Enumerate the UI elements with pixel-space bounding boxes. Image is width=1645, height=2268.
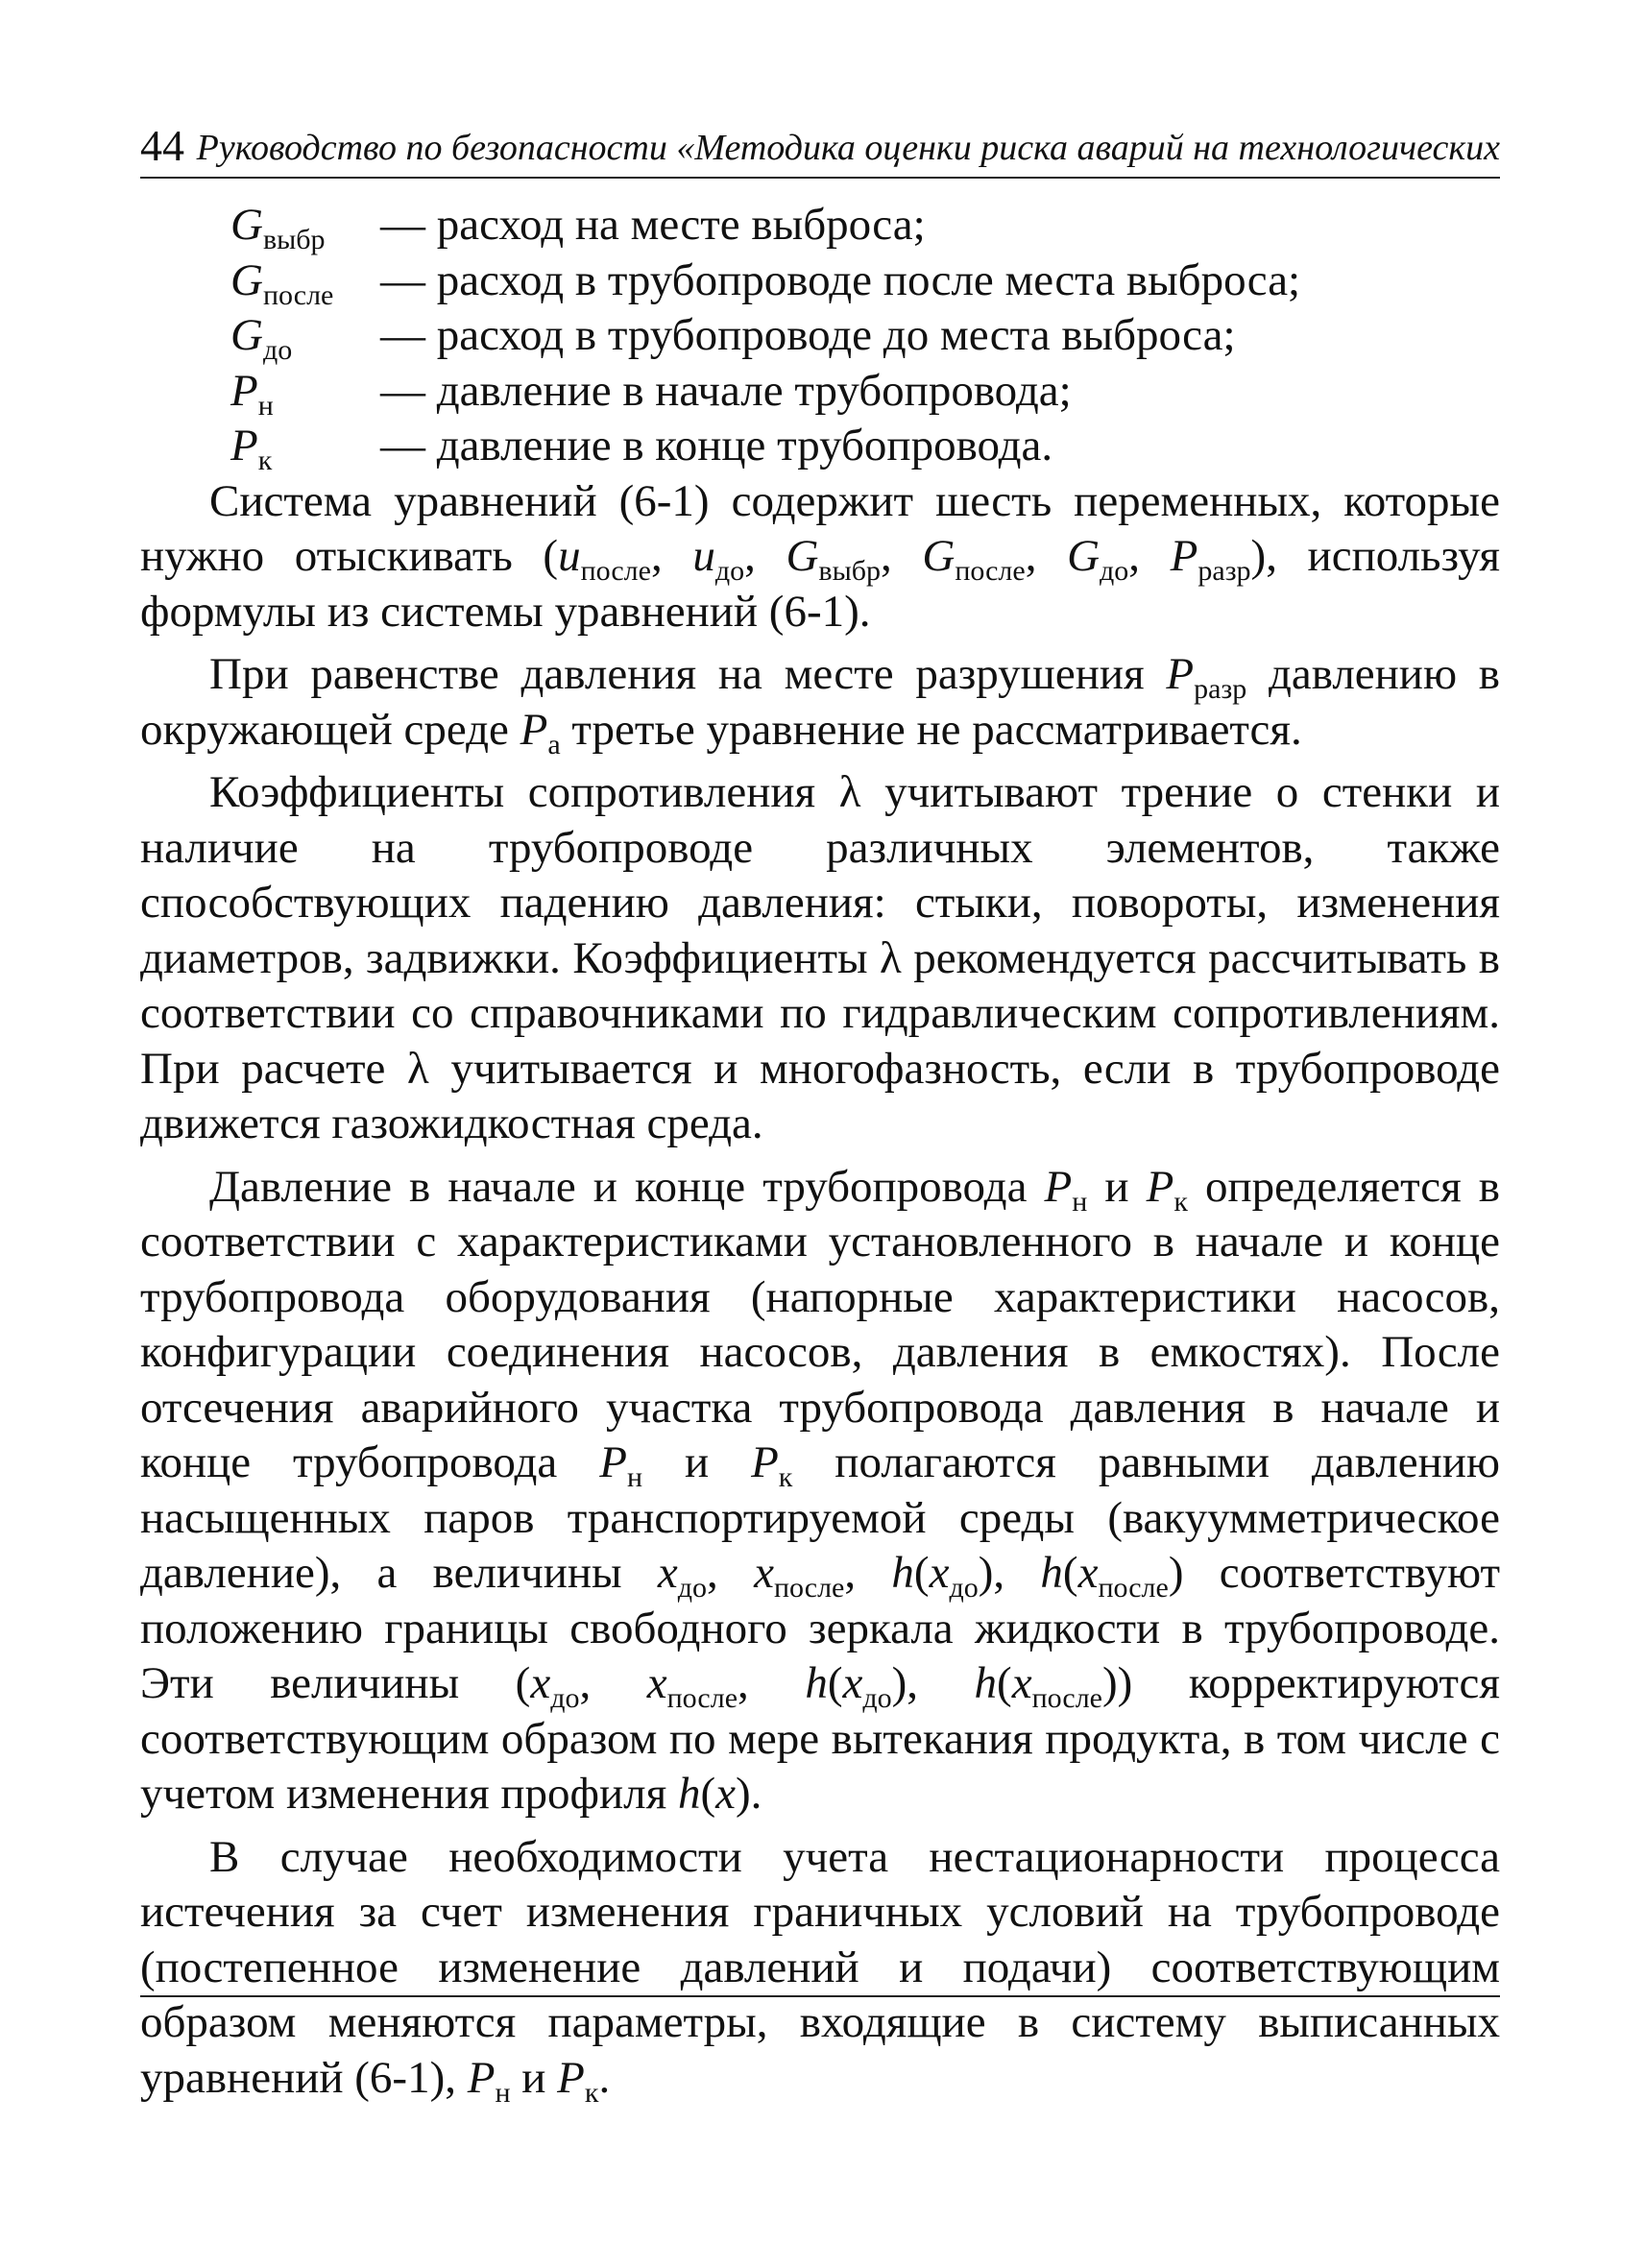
symbol (230, 253, 380, 309)
symbol-definitions (230, 198, 1500, 474)
separator: ). (735, 1769, 762, 1819)
text-run: соответствуют положению границы свободного зеркала жидкости в трубопроводе. Эти величины ( (140, 1548, 1500, 1708)
symbol-letter: G (230, 310, 263, 360)
text-run: При равенстве давления на месте разрушения (209, 649, 1167, 699)
variable: h (974, 1658, 998, 1708)
separator: ( (827, 1658, 843, 1708)
variable: G (786, 531, 819, 581)
symbol (230, 419, 380, 474)
separator: и (1087, 1161, 1147, 1212)
paragraph-pipeline-pressure (140, 1160, 1500, 1822)
separator: , (844, 1548, 892, 1598)
definition-item (230, 364, 1500, 420)
symbol-subscript: к (257, 445, 273, 476)
variable: x (530, 1658, 551, 1708)
subscript: н (1072, 1185, 1088, 1218)
text-run: определяется в соответствии с характеристиками установленного в начале и конце трубопровода оборудования (напорные характеристики насосов, конфигурации соединения насосов, давления в емкостях). После отсечения аварийного участка трубопровода давления в начале и конце трубопровода (140, 1161, 1500, 1487)
variable: P (599, 1437, 627, 1487)
symbol-subscript: после (262, 278, 334, 311)
separator: , (744, 531, 786, 581)
subscript: к (778, 1461, 793, 1493)
subscript: после (1098, 1572, 1169, 1604)
paragraph-resistance-coefficients: Коэффициенты сопротивления λ учитывают трение о стенки и наличие на трубопроводе различных элементов, также способствующих падению давления: стыки, повороты, изменения диаметров, задвижки. Коэффициенты λ рекомендуется рассчитывать в соответствии со справочниками по гидравлическим сопротивлениям. При расчете λ учитывается и многофазность, если в трубопроводе движется газожидкостная среда. (140, 767, 1500, 1148)
variable: P (557, 2052, 585, 2103)
subscript: к (584, 2076, 599, 2109)
definition-text: — давление в начале трубопровода; (380, 365, 1072, 416)
text-run: Система уравнений (6-1) содержит шесть переменных, которые нужно отыскивать ( (140, 475, 1500, 581)
separator: ( (913, 1548, 930, 1598)
subscript: до (677, 1572, 708, 1604)
subscript: до (550, 1682, 580, 1714)
definition-item (230, 253, 1500, 309)
separator: , (579, 1658, 647, 1708)
subscript: н (495, 2076, 511, 2109)
symbol-letter: G (230, 254, 263, 305)
variable: h (1040, 1548, 1063, 1598)
variable: P (1166, 649, 1195, 699)
variable: x (754, 1548, 774, 1598)
paragraph-variables (140, 474, 1500, 640)
subscript: н (626, 1461, 643, 1493)
variable: P (1170, 531, 1198, 581)
definition-item (230, 308, 1500, 364)
text-run: полагаются равными давлению насыщенных паров транспортируемой среды (вакуумметрическое давление), а величины (140, 1437, 1501, 1598)
text-run: третье уравнение не рассматривается. (560, 704, 1302, 755)
separator: и (642, 1437, 752, 1487)
variable: G (1067, 531, 1101, 581)
subscript: после (1031, 1682, 1102, 1714)
symbol-letter: P (230, 421, 258, 470)
variable: P (1044, 1161, 1073, 1212)
variable: G (922, 531, 956, 581)
symbol-subscript: н (257, 389, 274, 422)
symbol-letter: P (230, 365, 258, 416)
bottom-rule (140, 1995, 1500, 1997)
variable: x (657, 1548, 678, 1598)
symbol (230, 198, 380, 253)
definition-item (230, 419, 1500, 474)
variable: P (467, 2052, 496, 2103)
subscript: до (714, 555, 745, 587)
variable: P (1146, 1161, 1174, 1212)
variable: x (929, 1548, 950, 1598)
subscript: после (580, 555, 651, 587)
paragraph-nonstationary (140, 1830, 1500, 2107)
subscript: а (547, 728, 561, 760)
separator: ), (978, 1548, 1041, 1598)
separator: , (738, 1658, 806, 1708)
text-run: давлению в окружающей среде (140, 649, 1500, 755)
definition-text: — расход в трубопроводе до места выброса; (380, 310, 1236, 360)
subscript: к (1173, 1185, 1188, 1218)
symbol-subscript: выбр (262, 224, 326, 255)
separator: , (881, 531, 923, 581)
text-run: . (598, 2052, 611, 2103)
variable: x (1011, 1658, 1032, 1708)
variable: x (715, 1769, 736, 1819)
variable: h (805, 1658, 828, 1708)
subscript: после (773, 1572, 845, 1604)
text-run: корректируются соответствующим образом по мере вытекания продукта, в том числе с учетом изменения профиля (140, 1658, 1501, 1819)
separator: , (1025, 531, 1068, 581)
separator: , (707, 1548, 755, 1598)
text-run: Давление в начале и конце трубопровода (209, 1161, 1045, 1212)
symbol (230, 364, 380, 420)
definition-text: — давление в конце трубопровода. (380, 421, 1053, 470)
separator: ), (891, 1658, 975, 1708)
subscript: выбр (818, 555, 881, 587)
text-run: В случае необходимости учета нестационарности процесса истечения за счет изменения граничных условий на трубопроводе (постепенное изменение давлений и подачи) соответствующим образом меняются параметры, входящие в систему выписанных уравнений (6-1), (140, 1831, 1500, 2103)
paragraph-pressure-equality (140, 647, 1500, 758)
page-header (140, 119, 1500, 179)
definition-item (230, 198, 1500, 253)
running-title: Руководство по безопасности «Методика оценки риска аварий на технологических (196, 128, 1500, 168)
variable: P (751, 1437, 779, 1487)
subscript: разр (1197, 555, 1251, 587)
subscript: до (862, 1682, 892, 1714)
subscript: после (666, 1682, 738, 1714)
symbol-letter: G (230, 200, 263, 250)
variable: P (520, 704, 548, 755)
subscript: до (949, 1572, 979, 1604)
symbol (230, 308, 380, 364)
subscript: разр (1194, 673, 1247, 705)
separator: ( (997, 1658, 1012, 1708)
separator: ) (1168, 1548, 1184, 1598)
separator: ( (1062, 1548, 1078, 1598)
variable: x (646, 1658, 667, 1708)
separator: , (1128, 531, 1171, 581)
symbol-subscript: до (262, 334, 293, 366)
body-text (140, 198, 1501, 2109)
definition-text: — расход в трубопроводе после места выброса; (380, 254, 1301, 305)
separator: и (510, 2052, 558, 2103)
separator: , (650, 531, 693, 581)
subscript: до (1100, 555, 1129, 587)
variable: u (692, 531, 715, 581)
separator: )) (1101, 1658, 1133, 1708)
text-run: ), используя формулы из системы уравнений (6-1). (140, 531, 1501, 637)
variable: h (891, 1548, 914, 1598)
definition-text: — расход на месте выброса; (380, 200, 926, 250)
variable: u (558, 531, 581, 581)
page-number: 44 (140, 121, 184, 170)
subscript: после (955, 555, 1026, 587)
separator: ( (700, 1769, 716, 1819)
variable: x (842, 1658, 863, 1708)
variable: h (677, 1769, 701, 1819)
variable: x (1077, 1548, 1099, 1598)
